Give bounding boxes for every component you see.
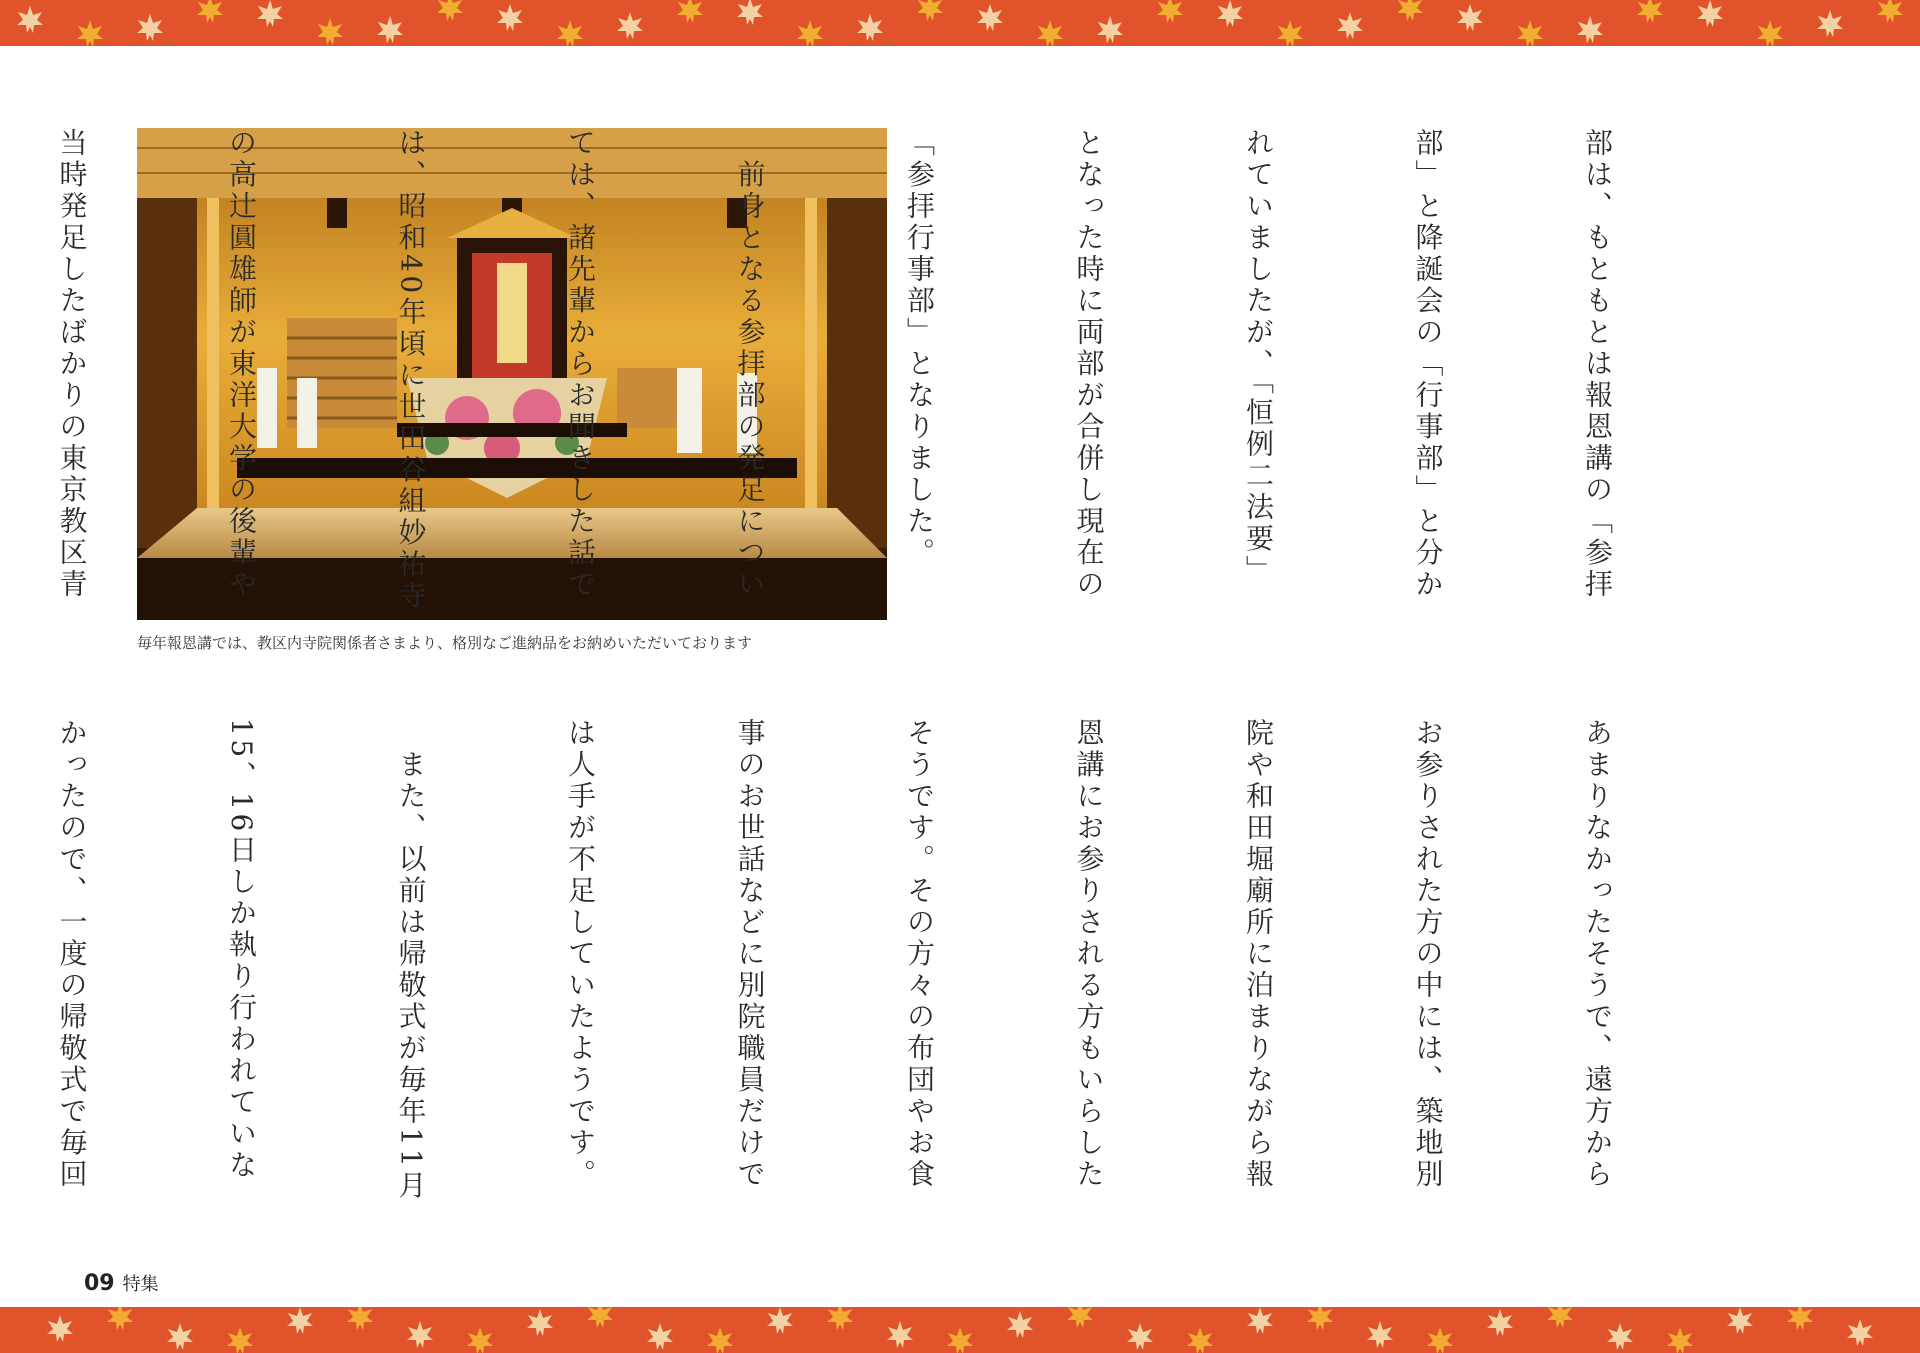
article-line: そうです。その方々の布団やお食 xyxy=(903,718,936,1191)
page-number: 09 xyxy=(84,1271,115,1296)
article-line: 当時発足したばかりの東京教区青 xyxy=(55,128,89,601)
page-folio xyxy=(84,1270,159,1296)
maple-leaf-pattern-top xyxy=(0,0,1920,46)
article-line: お参りされた方の中には、築地別 xyxy=(1411,718,1445,1191)
photo-caption: 毎年報恩講では、教区内寺院関係者さまより、格別なご進納品をお納めいただいております xyxy=(137,634,753,652)
article-line: かったので、一度の帰敬式で毎回 xyxy=(55,718,89,1191)
article-line: 事のお世話などに別院職員だけで xyxy=(733,718,767,1191)
article-line: 15、16日しか執り行われていな xyxy=(225,718,258,1182)
article-line: また、以前は帰敬式が毎年11月 xyxy=(394,718,428,1202)
article-lower-text xyxy=(0,718,1738,1228)
maple-leaf-border-top xyxy=(0,0,1920,46)
article-line: 恩講にお参りされる方もいらした xyxy=(1072,718,1106,1191)
article-line: は人手が不足していたようです。 xyxy=(564,718,597,1191)
article-line: 院や和田堀廟所に泊まりながら報 xyxy=(1242,718,1275,1191)
article-line: の高辻圓雄師が東洋大学の後輩や xyxy=(225,128,258,601)
article-line: 「参拝行事部」となりました。 xyxy=(903,128,936,569)
article-line: は、昭和40年頃に世田谷組妙祐寺 xyxy=(394,128,428,612)
article-upper-text xyxy=(0,128,1738,648)
article-line: となった時に両部が合併し現在の xyxy=(1072,128,1106,601)
article-line: ては、諸先輩からお聞きした話で xyxy=(564,128,597,601)
article-line: 部は、もともとは報恩講の「参拝 xyxy=(1581,128,1614,601)
article-line: 部」と降誕会の「行事部」と分か xyxy=(1411,128,1445,601)
article-line: 前身となる参拝部の発足につい xyxy=(733,128,767,601)
article-line: あまりなかったそうで、遠方から xyxy=(1581,718,1614,1191)
maple-leaf-pattern-bottom xyxy=(0,1307,1920,1353)
section-label: 特集 xyxy=(122,1274,159,1295)
article-line: れていましたが、「恒例二法要」 xyxy=(1242,128,1275,587)
maple-leaf-border-bottom xyxy=(0,1307,1920,1353)
